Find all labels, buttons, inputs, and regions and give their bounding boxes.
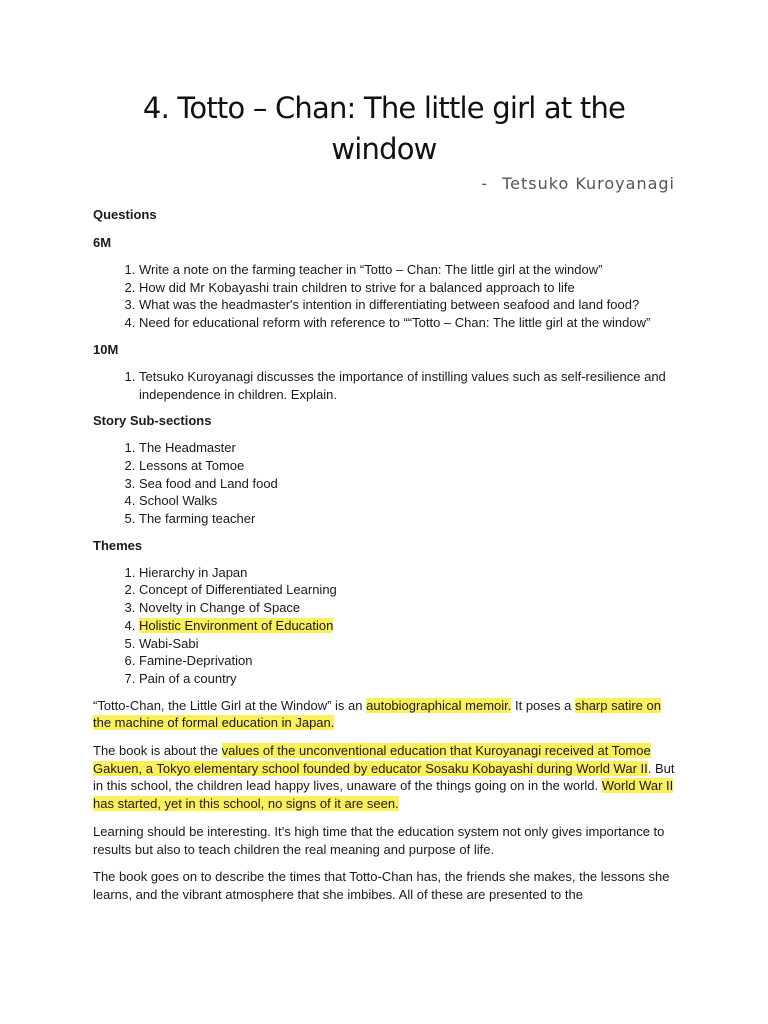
sub-sections-heading: Story Sub-sections — [93, 413, 212, 429]
paragraph-memoir — [93, 697, 675, 732]
paragraph-text: . But in this school, the children lead happy lives, unaware of the things going on in the world. — [93, 760, 675, 794]
highlighted-text: World War II has started, yet in this school, no signs of it are seen. — [93, 778, 674, 812]
six-mark-list — [93, 261, 675, 332]
list-item — [139, 617, 675, 635]
list-item: 2. Lessons at Tomoe — [139, 457, 675, 475]
six-mark-heading: 6M — [93, 235, 112, 250]
list-item: 1. Hierarchy in Japan — [139, 564, 675, 582]
list-item: 1. The Headmaster — [139, 439, 675, 457]
document-title: 4. Totto – Chan: The little girl at the window — [142, 91, 626, 166]
list-item: 3. Novelty in Change of Space — [139, 599, 675, 617]
paragraph-describes: The book goes on to describe the times that Totto-Chan has, the friends she makes, the lessons she learns, and the vibrant atmosphere that she imbibes. All of these are presented to the — [93, 869, 670, 902]
paragraph-book-about — [93, 742, 675, 813]
list-item: 4. Need for educational reform with reference to ““Totto – Chan: The little girl at the window” — [139, 314, 675, 332]
list-item: 7. Pain of a country — [139, 670, 675, 688]
sub-sections-list — [93, 439, 675, 528]
highlighted-text: autobiographical memoir. — [366, 697, 512, 713]
themes-heading: Themes — [93, 537, 143, 553]
list-item: 2. How did Mr Kobayashi train children to strive for a balanced approach to life — [139, 279, 675, 297]
highlighted-text: values of the unconventional education that Kuroyanagi received at Tomoe Gakuen, a Tokyo elementary school founded by educator Sosaku Kobayashi during World War II — [93, 743, 651, 776]
list-item: 1. Tetsuko Kuroyanagi discusses the importance of instilling values such as self-resilience and independence in children. Explain. — [139, 368, 675, 403]
author-line — [93, 174, 675, 194]
list-item: 5. Wabi-Sabi — [139, 635, 675, 653]
list-item: 1. Write a note on the farming teacher in “Totto – Chan: The little girl at the window” — [139, 261, 675, 279]
list-item: 2. Concept of Differentiated Learning — [139, 581, 675, 599]
list-item: 6. Famine-Deprivation — [139, 652, 675, 670]
themes-list — [93, 564, 675, 688]
ten-mark-list — [93, 368, 675, 403]
paragraph-learning: Learning should be interesting. It’s high time that the education system not only gives importance to results but also to teach children the real meaning and purpose of life. — [93, 823, 665, 857]
paragraph-text: It poses a — [511, 697, 575, 713]
list-item: 3. What was the headmaster's intention in differentiating between seafood and land food? — [139, 296, 675, 314]
list-item: 4. School Walks — [139, 492, 675, 510]
ten-mark-heading: 10M — [93, 341, 119, 357]
list-item: 3. Sea food and Land food — [139, 475, 675, 493]
highlighted-text: Holistic Environment of Education — [139, 617, 334, 633]
paragraph-text: “Totto-Chan, the Little Girl at the Window” is an — [93, 697, 367, 713]
document-page — [93, 88, 675, 904]
questions-heading: Questions — [93, 207, 157, 222]
author-dash: - — [481, 174, 489, 193]
author-name: Tetsuko Kuroyanagi — [502, 174, 675, 193]
paragraph-text: The book is about the — [93, 743, 222, 759]
list-item: 5. The farming teacher — [139, 510, 675, 528]
highlighted-text: sharp satire on the machine of formal education in Japan. — [93, 697, 661, 731]
